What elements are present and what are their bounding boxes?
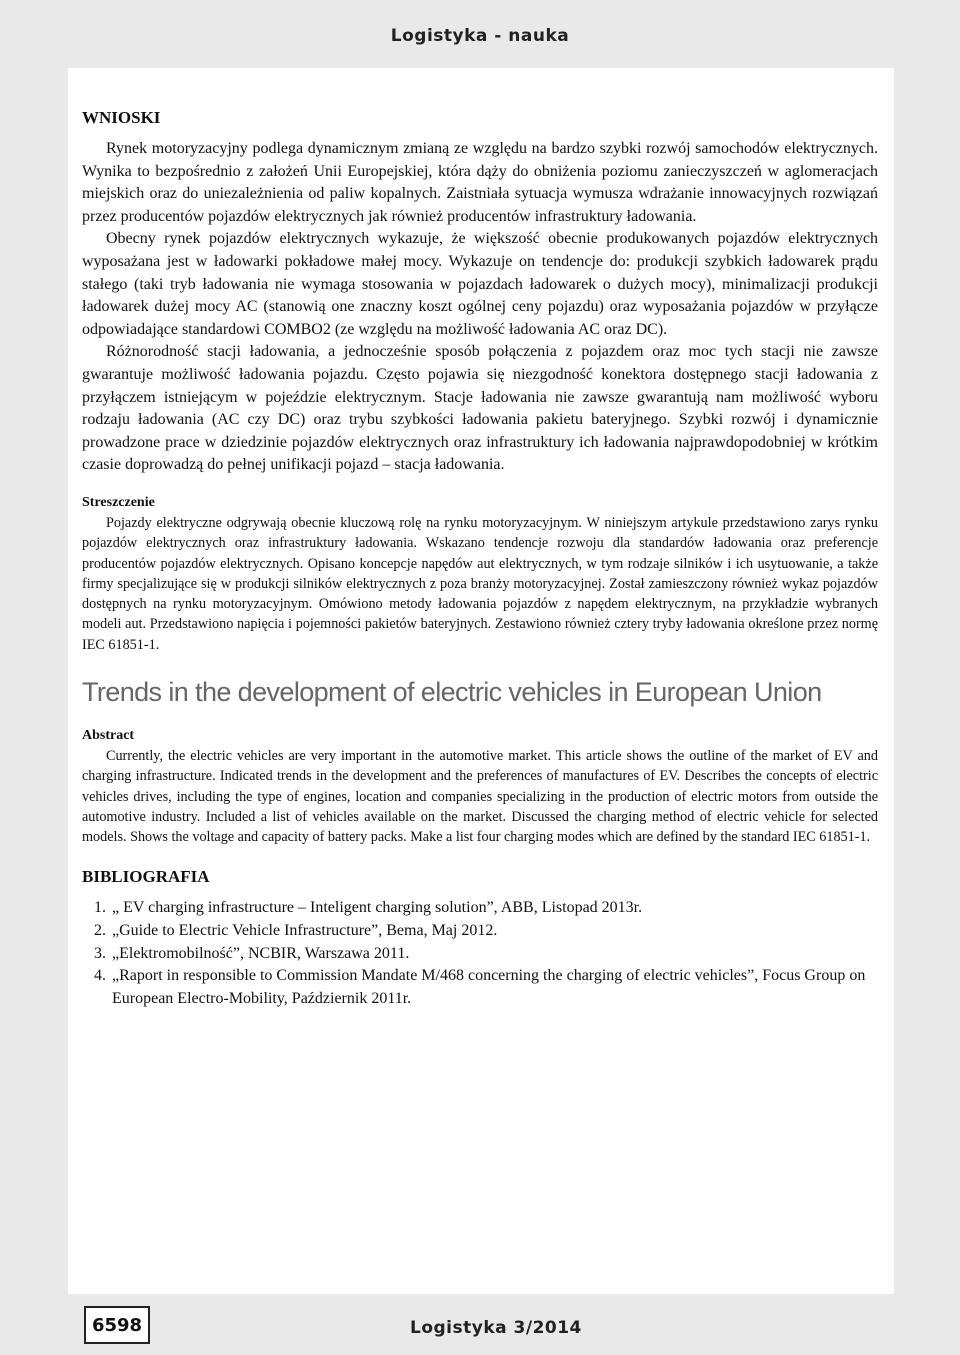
conclusions-paragraph-2: Obecny rynek pojazdów elektrycznych wykazuje, że większość obecnie produkowanych pojazdów elektrycznych wyposażana jest w ładowarki pokładowe małej mocy. Wykazuje on tendencje do: produkcji szybkich ładowarek prądu stałego (taki tryb ładowania nie wymaga stosowania w pojazdach ładowarek o dużych mocy), minimalizacji produkcji ładowarek dużej mocy AC (stanowią one znaczny koszt ogólnej ceny pojazdu) oraz wyposażania pojazdów w przyłącze odpowiadające standardowi COMBO2 (ze względu na możliwość ładowania AC oraz DC).	[82, 230, 878, 338]
bibliography-item: 4. „Raport in responsible to Commission Mandate M/468 concerning the charging of electric vehicles”, Focus Group on European Electro-Mobility, Październik 2011r.	[110, 965, 878, 1010]
article-content	[82, 108, 878, 1010]
bibliography-item: 2. „Guide to Electric Vehicle Infrastructure”, Bema, Maj 2012.	[110, 920, 878, 943]
english-title: Trends in the development of electric vehicles in European Union	[82, 676, 822, 707]
summary-heading: Streszczenie	[82, 494, 155, 510]
bibliography-item: 3. „Elektromobilność”, NCBIR, Warszawa 2011.	[110, 943, 878, 966]
journal-issue-footer: Logistyka 3/2014	[410, 1318, 582, 1338]
page-number-box: 6598	[84, 1306, 150, 1344]
conclusions-heading: WNIOSKI	[82, 108, 161, 127]
conclusions-paragraph-1: Rynek motoryzacyjny podlega dynamicznym zmianą ze względu na bardzo szybki rozwój samochodów elektrycznych. Wynika to bezpośrednio z założeń Unii Europejskiej, która dąży do obniżenia poziomu zanieczyszczeń w aglomeracjach miejskich oraz do uniezależnienia od paliw kopalnych. Zaistniała sytuacja wymusza wdrażanie innowacyjnych rozwiązań przez producentów pojazdów elektrycznych jak również producentów infrastruktury ładowania.	[82, 140, 878, 225]
page-sheet	[68, 68, 894, 1294]
running-header: Logistyka - nauka	[390, 26, 570, 46]
bibliography-heading: BIBLIOGRAFIA	[82, 867, 210, 887]
bibliography-list	[82, 897, 878, 1010]
conclusions-paragraph-3: Różnorodność stacji ładowania, a jednocześnie sposób połączenia z pojazdem oraz moc tych stacji nie zawsze gwarantuje możliwość ładowania pojazdu. Często pojawia się niezgodność konektora dostępnego stacji ładowania z przyłączem istniejącym w pojeździe elektrycznym. Stacje ładowania nie zawsze gwarantują nam możliwość wyboru rodzaju ładowania (AC czy DC) oraz trybu szybkości ładowania pakietu bateryjnego. Szybki rozwój i dynamicznie prowadzone prace w dziedzinie pojazdów elektrycznych oraz infrastruktury ich ładowania najprawdopodobniej w krótkim czasie doprowadzą do pełnej unifikacji pojazd – stacja ładowania.	[82, 343, 878, 474]
abstract-heading: Abstract	[82, 727, 135, 743]
abstract-text: Currently, the electric vehicles are very important in the automotive market. This article shows the outline of the market of EV and charging infrastructure. Indicated trends in the development and the preferences of manufactures of EV. Describes the concepts of electric vehicles drives, including the type of engines, location and companies specializing in the production of electric motors from outside the automotive industry. Included a list of vehicles available on the market. Discussed the charging method of electric vehicle for selected models. Shows the voltage and capacity of battery packs. Make a list four charging modes which are defined by the standard IEC 61851-1.	[82, 747, 878, 846]
summary-text: Pojazdy elektryczne odgrywają obecnie kluczową rolę na rynku motoryzacyjnym. W niniejszym artykule przedstawiono zarys rynku pojazdów elektrycznych oraz infrastruktury ładowania. Wskazano tendencje rozwoju dla standardów ładowania oraz preferencje producentów pojazdów elektrycznych. Opisano koncepcje napędów aut elektrycznych, w tym rodzaje silników i ich usytuowanie, a także firmy specjalizujące się w produkcji silników elektrycznych z poza branży motoryzacyjnej. Został zamieszczony również wykaz pojazdów dostępnych na rynku motoryzacyjnym. Omówiono metody ładowania pojazdów z napędem elektrycznym, na przykładzie wybranych modeli aut. Przedstawiono napięcia i pojemności pakietów bateryjnych. Zestawiono również cztery tryby ładowania określone przez normę IEC 61851-1.	[82, 514, 878, 653]
bibliography-item: 1. „ EV charging infrastructure – Inteligent charging solution”, ABB, Listopad 2013r.	[110, 897, 878, 920]
